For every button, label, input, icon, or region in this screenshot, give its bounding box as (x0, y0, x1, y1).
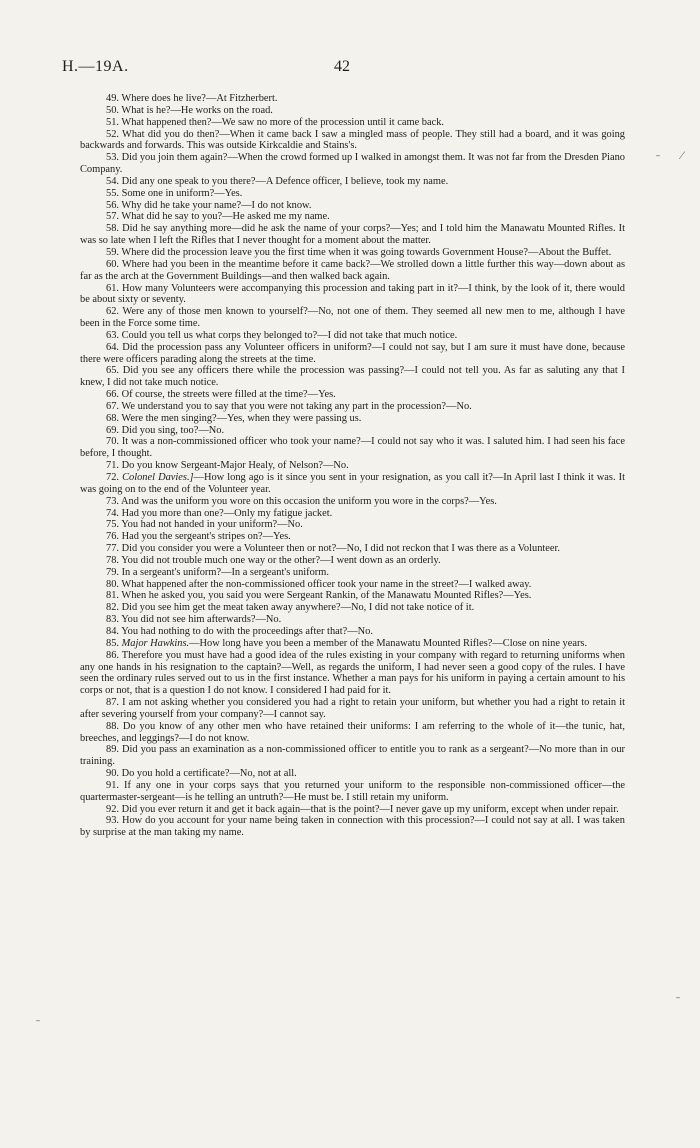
page-number: 42 (334, 58, 350, 75)
paragraph: 84. You had nothing to do with the proceedings after that?—No. (106, 625, 373, 637)
paragraph: 66. Of course, the streets were filled at the time?—Yes. (106, 389, 336, 401)
paragraph-number: 72. (106, 472, 123, 483)
paragraph: 64. Did the procession pass any Volunteer officers in uniform?—I could not say, but I am sure it must have done, because there were officers parading along the streets at the time. (80, 341, 625, 365)
paragraph: 68. Were the men singing?—Yes, when they were passing us. (106, 412, 362, 424)
paragraph (80, 472, 625, 496)
paragraph: 60. Where had you been in the meantime before it came back?—We strolled down a little further this way—down about as far as the arch at the Government Buildings—and then walked back again. (80, 258, 625, 282)
paragraph: 70. It was a non-commissioned officer who took your name?—I could not say who it was. I saluted him. I had seen his face before, I thought. (80, 436, 625, 460)
paragraph: 55. Some one in uniform?—Yes. (106, 187, 243, 199)
paragraph: 63. Could you tell us what corps they belonged to?—I did not take that much notice. (106, 329, 458, 341)
margin-mark: ⁄ (681, 148, 684, 162)
paragraph: 77. Did you consider you were a Volunteer then or not?—No, I did not reckon that I was there as a Volunteer. (106, 543, 560, 555)
paragraph: 62. Were any of those men known to yourself?—No, not one of them. They seemed all new men to me, although I have been in the Force some time. (80, 306, 625, 330)
paragraph: 54. Did any one speak to you there?—A Defence officer, I believe, took my name. (106, 175, 449, 187)
margin-mark: ˗ (656, 147, 660, 161)
paragraph: 82. Did you see him get the meat taken away anywhere?—No, I did not take notice of it. (106, 602, 475, 614)
paragraph-number: 85. (106, 637, 122, 649)
paragraph: 53. Did you join them again?—When the crowd formed up I walked in amongst them. It was not far from the Dresden Piano Company. (80, 152, 625, 176)
paragraph: 79. In a sergeant's uniform?—In a sergeant's uniform. (106, 566, 329, 578)
speaker-name: Colonel Davies.] (122, 472, 194, 483)
paragraph: 51. What happened then?—We saw no more of the procession until it came back. (106, 116, 445, 128)
paragraph: 59. Where did the procession leave you the first time when it was going towards Government House?—About the Buffet. (106, 246, 612, 258)
paragraph (80, 638, 625, 650)
paragraph: 80. What happened after the non-commissioned officer took your name in the street?—I walked away. (106, 578, 532, 590)
paragraph: 71. Do you know Sergeant-Major Healy, of Nelson?—No. (106, 460, 349, 472)
paragraph: 78. You did not trouble much one way or the other?—I went down as an orderly. (106, 554, 441, 566)
paragraph-text: —How long have you been a member of the Manawatu Mounted Rifles?—Close on nine years. (189, 637, 588, 649)
paragraph: 50. What is he?—He works on the road. (106, 104, 273, 116)
paragraph: 91. If any one in your corps says that you returned your uniform to the responsible non-commissioned officer—the quartermaster-sergeant—is he telling an untruth?—He must be. I still retain my uniform. (80, 779, 625, 803)
paragraph: 49. Where does he live?—At Fitzherbert. (106, 93, 278, 104)
paragraph: 56. Why did he take your name?—I do not know. (106, 199, 312, 211)
paragraph: 61. How many Volunteers were accompanying this procession and taking part in it?—I think, by the look of it, there would be about sixty or seventy. (80, 282, 625, 306)
paragraph: 93. How do you account for your name being taken in connection with this procession?—I could not say at all. I was taken by surprise at the man taking my name. (80, 815, 625, 839)
document-code: H.—19A. (62, 58, 129, 75)
paragraph: 88. Do you know of any other men who have retained their uniforms: I am referring to the whole of it—the tunic, hat, breeches, and leggings?—I do not know. (80, 720, 625, 744)
speaker-name: Major Hawkins. (121, 637, 190, 649)
paragraph-text: —How long ago is it since you sent in your resignation, as you call it?—In April last I think it was. It was going on to the end of the Volunteer year. (80, 472, 625, 495)
margin-mark: ˗ (676, 989, 680, 1003)
paragraph: 65. Did you see any officers there while the procession was passing?—I could not tell you. As far as saluting any that I knew, I did not take much notice. (80, 365, 625, 389)
paragraph: 58. Did he say anything more—did he ask the name of your corps?—Yes; and I told him the Manawatu Mounted Rifles. It was so late when I left the Rifles that I never thought for a moment about the matter. (80, 223, 625, 247)
paragraph: 89. Did you pass an examination as a non-commissioned officer to entitle you to rank as a sergeant?—No more than in our training. (80, 744, 625, 768)
margin-mark: ˗ (36, 1012, 40, 1026)
page-header (62, 58, 624, 80)
paragraph: 92. Did you ever return it and get it back again—that is the point?—I never gave up my uniform, except when under repair. (106, 803, 619, 815)
paragraph: 81. When he asked you, you said you were Sergeant Rankin, of the Manawatu Mounted Rifles?—Yes. (106, 590, 532, 602)
paragraph: 52. What did you do then?—When it came back I saw a mingled mass of people. They still had a board, and it was going backwards and forwards. This was outside Kirkcaldie and Stains's. (80, 128, 625, 152)
paragraph: 76. Had you the sergeant's stripes on?—Yes. (106, 531, 291, 543)
paragraph: 74. Had you more than one?—Only my fatigue jacket. (106, 507, 333, 519)
paragraph: 73. And was the uniform you wore on this occasion the uniform you wore in the corps?—Yes. (106, 495, 497, 507)
paragraph: 69. Did you sing, too?—No. (106, 424, 225, 436)
paragraph: 86. Therefore you must have had a good idea of the rules existing in your company with regard to returning uniforms when any one hands in his resignation to the captain?—Well, as regards the uniform, I had never seen a good copy of the rules. I have seen the ordinary rules served out to us in the first instance. Whether a man pays for his uniform in paying a certain amount to his corps or not, that is a question I do not know. I considered I had paid for it. (80, 649, 625, 697)
paragraph: 67. We understand you to say that you were not taking any part in the procession?—No. (106, 400, 472, 412)
body-text (80, 93, 625, 839)
paragraph: 90. Do you hold a certificate?—No, not at all. (106, 768, 297, 780)
paragraph: 87. I am not asking whether you considered you had a right to retain your uniform, but whether you had a right to retain it after severing yourself from your company?—I cannot say. (80, 697, 625, 720)
paragraph: 57. What did he say to you?—He asked me my name. (106, 211, 330, 223)
paragraph: 83. You did not see him afterwards?—No. (106, 614, 282, 626)
paragraph: 75. You had not handed in your uniform?—No. (106, 519, 303, 531)
